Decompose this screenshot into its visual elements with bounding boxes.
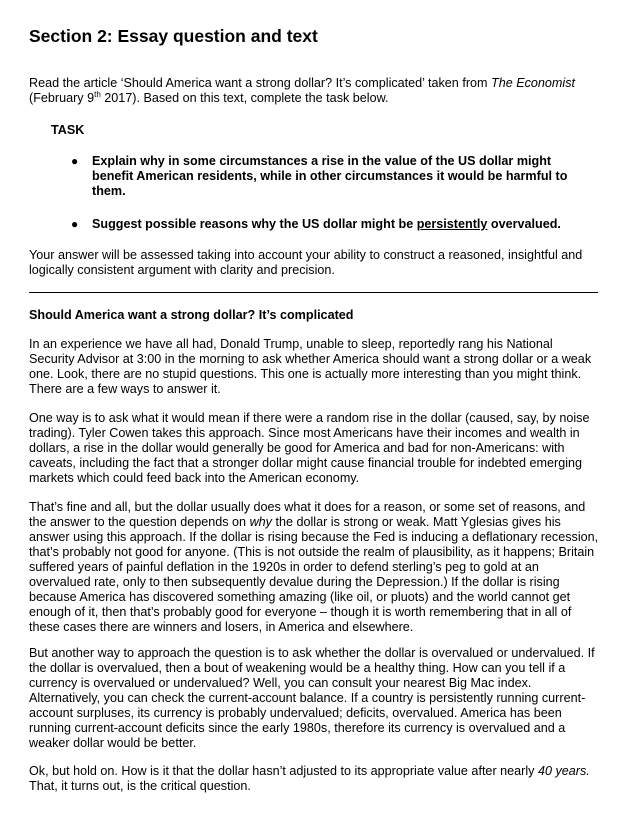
paragraph-text: That, it turns out, is the critical question. <box>29 779 251 793</box>
emphasis-underlined: persistently <box>416 217 488 231</box>
paragraph-text: the dollar is strong or weak. Matt Yglesias gives his answer using this approach. If the dollar is rising because the Fed is inducing a deflationary recession, that’s probably not good for anyone. (This is not outside the realm of plausibility, as it happens; Britain suffered years of painful deflation in the 1920s in order to defend sterling’s peg to gold at an overvalued rate, only to then subsequently devalue during the Depression.) If the dollar is rising because America has discovered something amazing (like oil, or pluots) and the world cannot get enough of it, then that’s probably good for everyone – though it is worth remembering that in all of these cases there are winners and losers, in America and elsewhere. <box>29 515 599 634</box>
task-bullet-text: Explain why in some circumstances a rise in the value of the US dollar might benefit American residents, while in other circumstances it would be harmful to them. <box>92 154 568 198</box>
article-paragraph-3 <box>29 500 599 635</box>
intro-paragraph <box>29 76 599 106</box>
assessment-paragraph: Your answer will be assessed taking into account your ability to construct a reasoned, insightful and logically consistent argument with clarity and precision. <box>29 248 583 277</box>
paragraph-text: Ok, but hold on. How is it that the dollar hasn’t adjusted to its appropriate value after nearly <box>29 764 538 778</box>
article-paragraph-2: One way is to ask what it would mean if there were a random rise in the dollar (caused, say, by noise trading). Tyler Cowen takes this approach. Since most Americans have their incomes and wealth in dollars, a rise in the dollar would generally be good for America and bad for non-Americans: with caveats, including the fact that a stronger dollar might cause financial trouble for indebted emerging markets which could feed back into the American economy. <box>29 411 590 485</box>
article-paragraph-4: But another way to approach the question is to ask whether the dollar is overvalued or undervalued. If the dollar is overvalued, then a bout of weakening would be a healthy thing. How can you tell if a currency is overvalued or undervalued? Well, you can consult your nearest Big Mac index. Alternatively, you can check the current-account balance. If a country is persistently running current-account surpluses, its currency is probably undervalued; deficits, overvalued. America has been running current-account deficits since the early 1980s, therefore its currency is overvalued and a weaker dollar would be better. <box>29 646 595 750</box>
paragraph-text: That’s fine and all, but the dollar usually does what it does for a reason, or some set of reasons, and the answer to the question depends on <box>29 500 586 529</box>
article-paragraph-1: In an experience we have all had, Donald Trump, unable to sleep, reportedly rang his National Security Advisor at 3:00 in the morning to ask whether America should want a strong dollar or a weak one. Look, there are no stupid questions. This one is actually more interesting than you might think. There are a few ways to answer it. <box>29 337 592 396</box>
section-divider <box>29 292 598 293</box>
intro-text: Read the article ‘Should America want a strong dollar? It’s complicated’ taken from <box>29 76 492 90</box>
task-bullet-text-end: overvalued. <box>487 217 561 231</box>
emphasis-italic: why <box>249 515 272 529</box>
task-bullet <box>71 154 592 199</box>
article-paragraph-5 <box>29 764 599 794</box>
emphasis-italic: 40 years. <box>537 764 590 778</box>
date-superscript: th <box>94 89 101 99</box>
task-bullet-text: Suggest possible reasons why the US dollar might be <box>92 217 417 231</box>
bullet-dot-icon: ● <box>71 217 79 231</box>
intro-date-prefix: (February 9 <box>29 91 95 105</box>
task-label: TASK <box>51 123 85 137</box>
intro-text-end: 2017). Based on this text, complete the task below. <box>100 91 389 105</box>
source-name: The Economist <box>491 76 576 90</box>
section-title: Section 2: Essay question and text <box>29 26 318 46</box>
article-title: Should America want a strong dollar? It’s complicated <box>29 308 354 322</box>
task-bullet <box>71 217 592 232</box>
bullet-dot-icon: ● <box>71 154 79 168</box>
